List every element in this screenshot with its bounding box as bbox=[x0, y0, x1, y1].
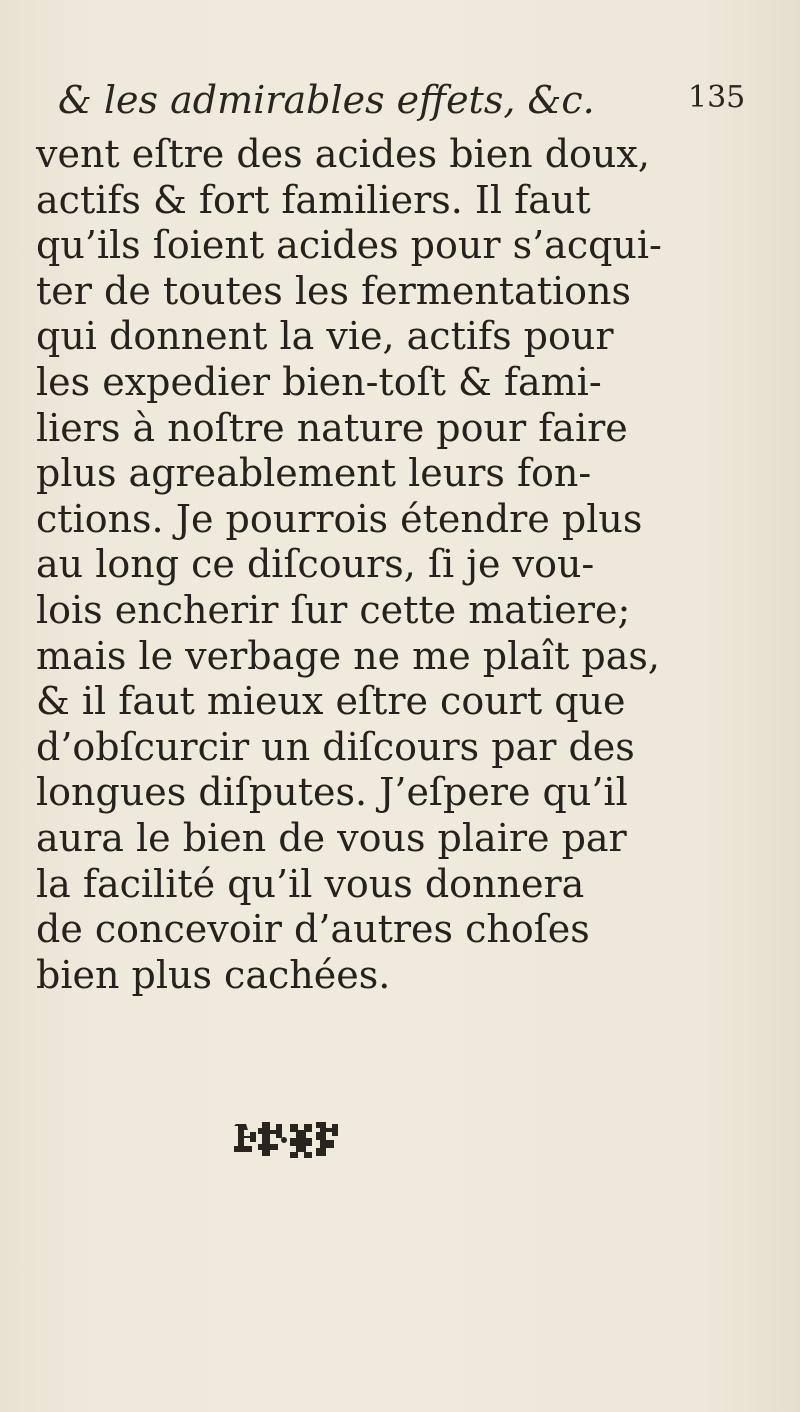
text-line: mais le verbage ne me plaît pas, bbox=[36, 633, 660, 678]
text-line: qu’ils ſoient acides pour s’acqui- bbox=[36, 223, 662, 268]
text-line: longues diſputes. J’eſpere qu’il bbox=[36, 770, 628, 815]
text-line: actifs & fort familiers. Il faut bbox=[36, 177, 591, 222]
text-line: aura le bien de vous plaire par bbox=[36, 815, 627, 860]
text-line: la facilité qu’il vous donnera bbox=[36, 861, 585, 906]
text-line: liers à noſtre nature pour faire bbox=[36, 405, 628, 450]
text-line: & il faut mieux eſtre court que bbox=[36, 679, 626, 724]
printers-ornament-icon bbox=[232, 1116, 342, 1164]
text-line: les expedier bien-toſt & fami- bbox=[36, 359, 602, 404]
text-line: vent eſtre des acides bien doux, bbox=[36, 132, 650, 176]
text-line: bien plus cachées. bbox=[36, 952, 391, 997]
text-line: d’obſcurcir un diſcours par des bbox=[36, 724, 635, 769]
running-head-title: & les admirables effets, &c. bbox=[58, 78, 595, 122]
text-line: qui donnent la vie, actifs pour bbox=[36, 314, 614, 359]
page-number: 135 bbox=[688, 80, 746, 115]
text-line: lois encherir ſur cette matiere; bbox=[36, 587, 631, 632]
text-line: ctions. Je pourrois étendre plus bbox=[36, 496, 643, 541]
text-line: plus agreablement leurs fon- bbox=[36, 451, 592, 496]
text-line: de concevoir d’autres choſes bbox=[36, 907, 590, 952]
text-line: au long ce diſcours, ſi je vou- bbox=[36, 542, 595, 587]
body-text bbox=[36, 132, 726, 998]
text-line: ter de toutes les fermentations bbox=[36, 268, 631, 313]
running-head bbox=[58, 78, 758, 128]
